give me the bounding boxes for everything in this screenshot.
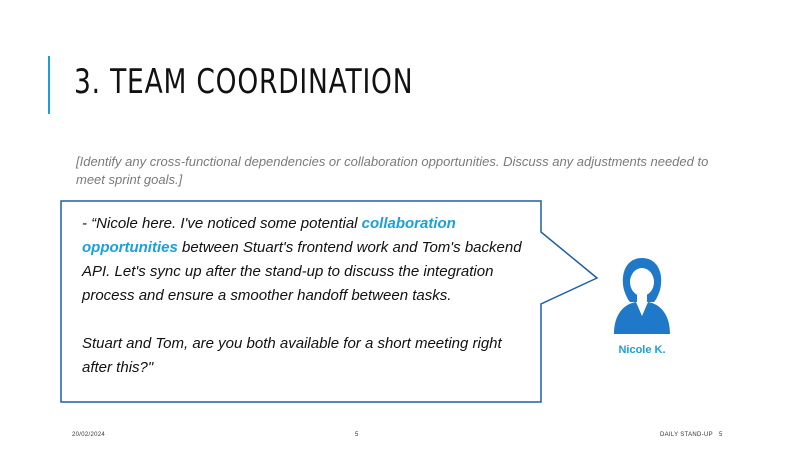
footer-center-number: 5 — [355, 432, 359, 438]
speaker-name: Nicole K. — [618, 344, 666, 356]
footer-date: 20/02/2024 — [72, 432, 106, 438]
quote-paragraph-2: Stuart and Tom, are you both available for a short meeting right after this?" — [82, 335, 502, 376]
quote-part-1: - “Nicole here. I've noticed some potential — [82, 215, 362, 232]
quote-paragraph-1 — [82, 212, 522, 308]
woman-avatar-icon — [610, 254, 674, 334]
speech-bubble-text — [82, 212, 522, 380]
slide-title: 3. TEAM COORDINATION — [74, 62, 414, 102]
footer-label: DAILY STAND-UP — [660, 432, 713, 438]
instruction-text: [Identify any cross-functional dependencies or collaboration opportunities. Discuss any adjustments needed to meet sprint goals.] — [76, 154, 709, 187]
quote-highlight: collaboration opportunities — [82, 215, 456, 256]
quote-part-2: between Stuart's frontend work and Tom's backend API. Let's sync up after the stand-up to discuss the integration process and ensure a smoother handoff between tasks. — [82, 239, 522, 304]
footer-page-number: 5 — [719, 432, 723, 438]
